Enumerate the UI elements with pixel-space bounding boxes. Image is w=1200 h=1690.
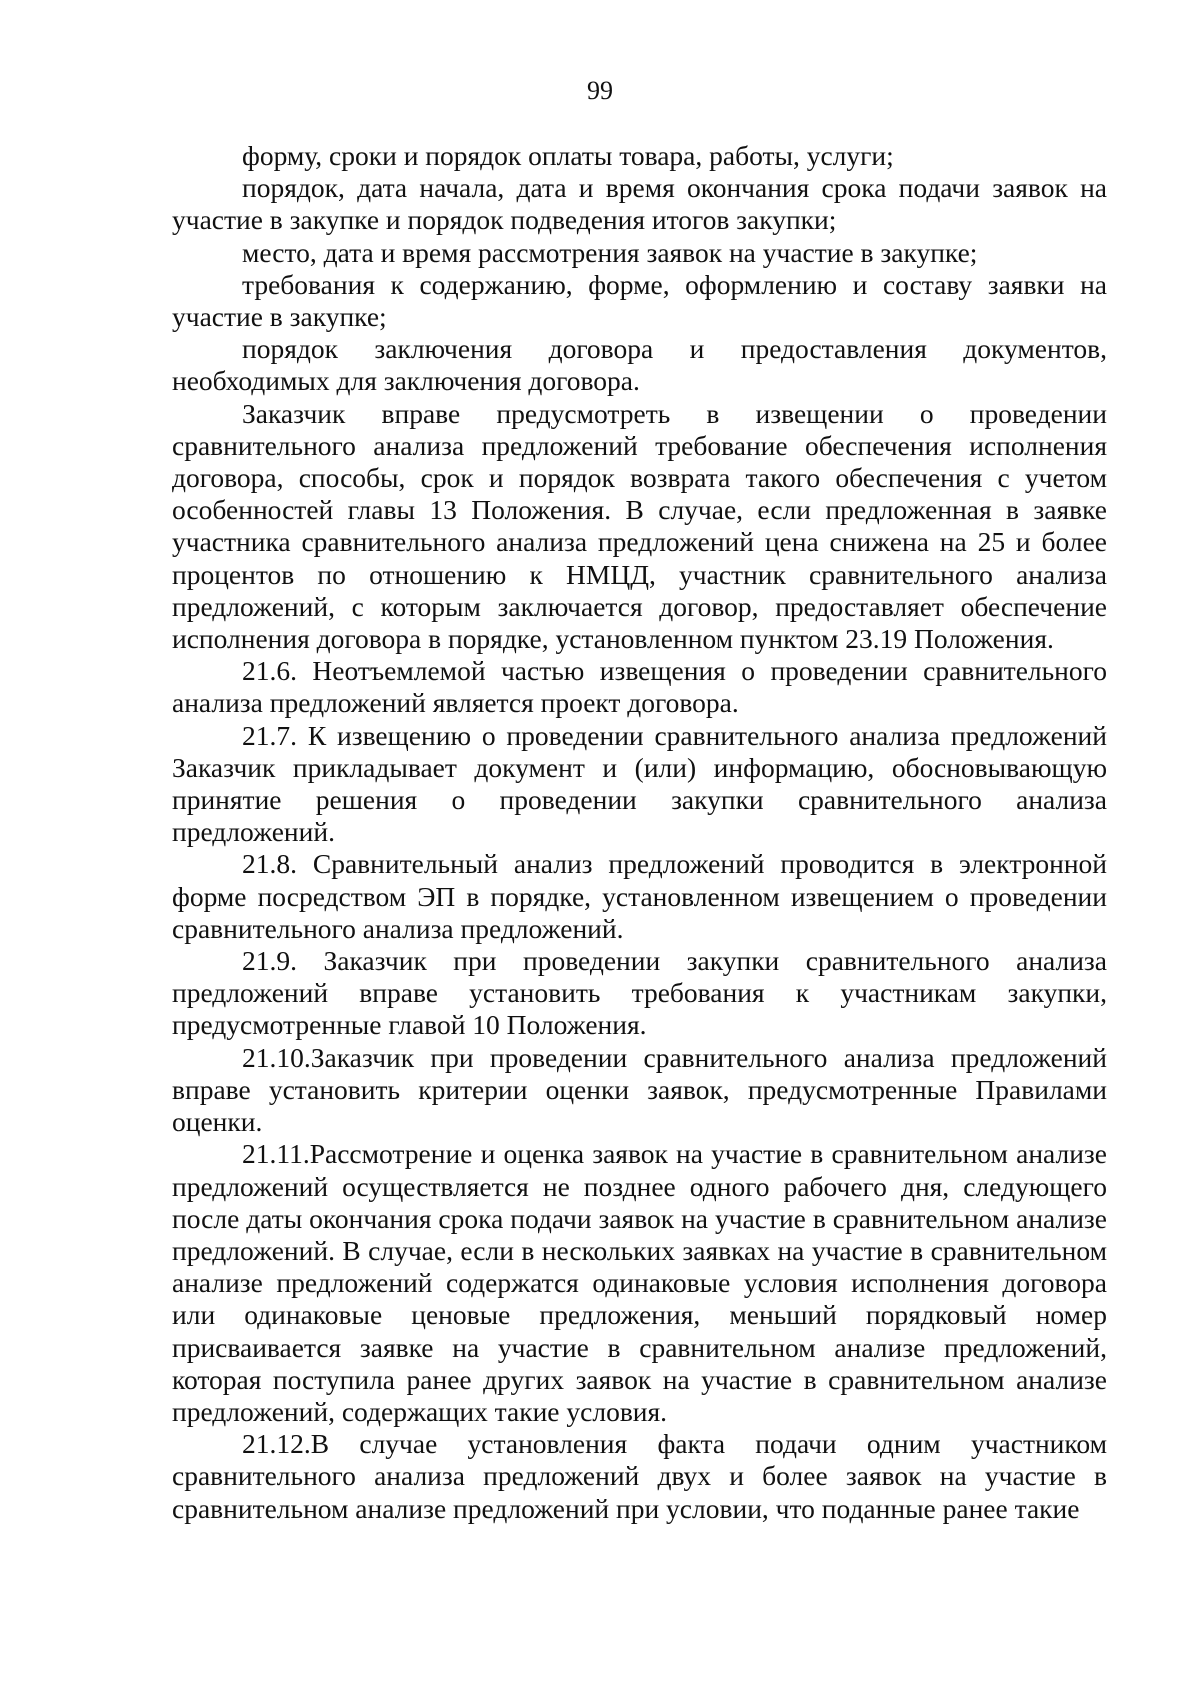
paragraph-contract-procedure: порядок заключения договора и предоставления документов, необходимых для заключения договора. bbox=[172, 333, 1107, 397]
paragraph-21-9: 21.9. Заказчик при проведении закупки сравнительного анализа предложений вправе установить требования к участникам закупки, предусмотренные главой 10 Положения. bbox=[172, 945, 1107, 1041]
paragraph-21-12: 21.12.В случае установления факта подачи одним участником сравнительного анализа предложений двух и более заявок на участие в сравнительном анализе предложений при условии, что поданные ранее такие bbox=[172, 1428, 1107, 1524]
paragraph-21-6: 21.6. Неотъемлемой частью извещения о проведении сравнительного анализа предложений является проект договора. bbox=[172, 655, 1107, 719]
paragraph-21-10: 21.10.Заказчик при проведении сравнительного анализа предложений вправе установить критерии оценки заявок, предусмотренные Правилами оценки. bbox=[172, 1041, 1107, 1138]
paragraph-review-place: место, дата и время рассмотрения заявок на участие в закупке; bbox=[242, 236, 978, 268]
paragraph-21-7: 21.7. К извещению о проведении сравнительного анализа предложений Заказчик прикладывает документ и (или) информацию, обосновывающую принятие решения о проведении закупки сравнительного анализа предложений. bbox=[172, 719, 1107, 848]
page-number: 99 bbox=[587, 76, 613, 105]
paragraph-21-11: 21.11.Рассмотрение и оценка заявок на участие в сравнительном анализе предложений осуществляется не позднее одного рабочего дня, следующего после даты окончания срока подачи заявок на участие в сравнительном анализе предложений. В случае, если в нескольких заявках на участие в сравнительном анализе предложений содержатся одинаковые условия исполнения договора или одинаковые ценовые предложения, меньший порядковый номер присваивается заявке на участие в сравнительном анализе предложений, которая поступила ранее других заявок на участие в сравнительном анализе предложений, содержащих такие условия. bbox=[172, 1138, 1107, 1427]
paragraph-21-8: 21.8. Сравнительный анализ предложений проводится в электронной форме посредством ЭП в порядке, установленном извещением о проведении сравнительного анализа предложений. bbox=[172, 848, 1107, 944]
paragraph-application-requirements: требования к содержанию, форме, оформлению и составу заявки на участие в закупке; bbox=[172, 268, 1107, 333]
paragraph-contract-security: Заказчик вправе предусмотреть в извещении о проведении сравнительного анализа предложений требование обеспечения исполнения договора, способы, срок и порядок возврата такого обеспечения с учетом особенностей главы 13 Положения. В случае, если предложенная в заявке участника сравнительного анализа предложений цена снижена на 25 и более процентов по отношению к НМЦД, участник сравнительного анализа предложений, с которым заключается договор, предоставляет обеспечение исполнения договора в порядке, установленном пунктом 23.19 Положения. bbox=[172, 397, 1107, 655]
paragraph-submission-dates: порядок, дата начала, дата и время окончания срока подачи заявок на участие в закупке и порядок подведения итогов закупки; bbox=[172, 172, 1107, 236]
document-body bbox=[172, 140, 1107, 1525]
paragraph-payment-terms: форму, сроки и порядок оплаты товара, работы, услуги; bbox=[242, 140, 894, 171]
